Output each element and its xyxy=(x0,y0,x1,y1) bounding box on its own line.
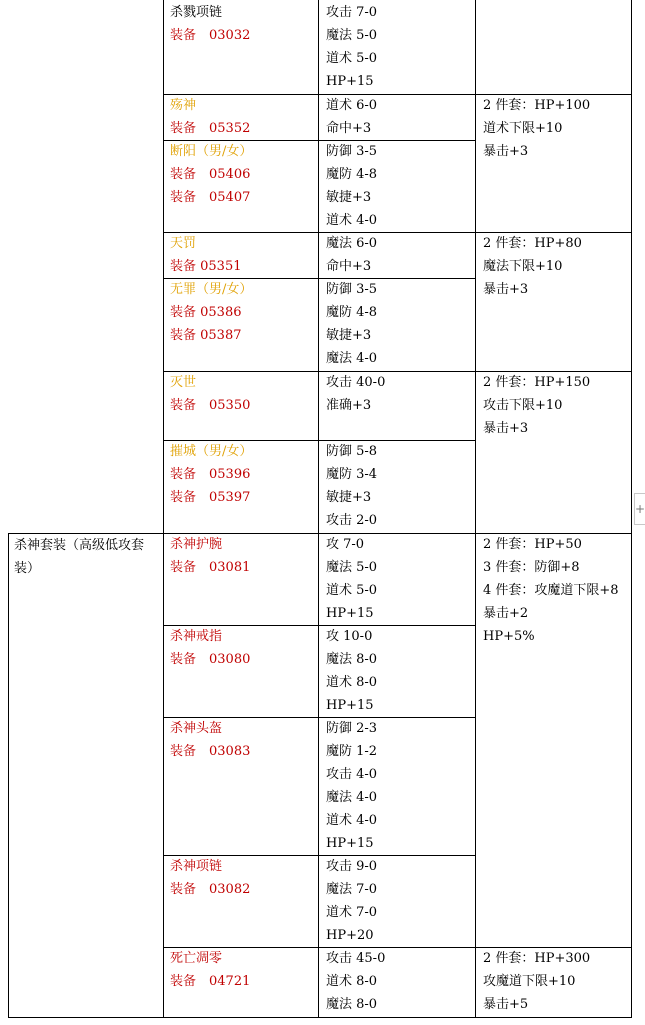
item-stat: 防御 5-8 xyxy=(326,444,378,459)
item-stat: 道术 6-0 xyxy=(326,98,378,113)
item-stat: 攻 10-0 xyxy=(326,629,373,644)
item-stat: HP+15 xyxy=(326,606,374,621)
item-stat: 攻击 4-0 xyxy=(326,767,378,782)
set-bonus: 道术下限+10 xyxy=(483,121,563,136)
item-name: 灭世 xyxy=(170,375,197,390)
set-bonus: 暴击+3 xyxy=(483,144,529,159)
item-code: 装备 05386 xyxy=(170,305,242,320)
set-bonus: 攻魔道下限+10 xyxy=(483,974,576,989)
item-stat: 道术 4-0 xyxy=(326,213,378,228)
item-stat: 敏捷+3 xyxy=(326,328,372,343)
item-stat: 防御 3-5 xyxy=(326,144,378,159)
item-stat: HP+15 xyxy=(326,698,374,713)
set-bonus: 攻击下限+10 xyxy=(483,398,563,413)
set-bonus: HP+5% xyxy=(483,629,535,644)
item-code: 装备 04721 xyxy=(170,974,251,989)
item-name: 断阳（男/女） xyxy=(170,144,253,159)
item-stat: 道术 5-0 xyxy=(326,51,378,66)
item-stat: 魔法 4-0 xyxy=(326,790,378,805)
v-line xyxy=(318,0,319,1018)
item-stat: 攻击 9-0 xyxy=(326,859,378,874)
item-code: 装备 03032 xyxy=(170,28,251,43)
item-name: 无罪（男/女） xyxy=(170,282,253,297)
set-bonus: 2 件套：HP+80 xyxy=(483,236,582,251)
item-stat: 魔防 4-8 xyxy=(326,305,378,320)
item-code: 装备 03080 xyxy=(170,652,251,667)
item-stat: 敏捷+3 xyxy=(326,190,372,205)
set-bonus: 4 件套：攻魔道下限+8 xyxy=(483,583,619,598)
item-stat: 魔防 1-2 xyxy=(326,744,378,759)
set-bonus: 2 件套：HP+50 xyxy=(483,537,582,552)
set-bonus: 暴击+3 xyxy=(483,421,529,436)
item-stat: 道术 8-0 xyxy=(326,675,378,690)
item-stat: 魔防 4-8 xyxy=(326,167,378,182)
item-name: 摧城（男/女） xyxy=(170,444,253,459)
item-stat: 攻击 2-0 xyxy=(326,513,378,528)
set-bonus: 暴击+2 xyxy=(483,606,529,621)
item-stat: 魔防 3-4 xyxy=(326,467,378,482)
v-line xyxy=(475,0,476,1018)
set-bonus: 魔法下限+10 xyxy=(483,259,563,274)
item-stat: HP+15 xyxy=(326,836,374,851)
item-stat: 命中+3 xyxy=(326,259,372,274)
item-stat: HP+20 xyxy=(326,928,374,943)
v-line xyxy=(631,0,632,1018)
item-stat: 道术 7-0 xyxy=(326,905,378,920)
group-name: 杀神套装（高级低攻套 xyxy=(14,538,145,553)
item-code: 装备 05396 xyxy=(170,467,251,482)
item-stat: 防御 3-5 xyxy=(326,282,378,297)
item-stat: 命中+3 xyxy=(326,121,372,136)
set-bonus: 2 件套：HP+150 xyxy=(483,375,591,390)
item-name: 天罚 xyxy=(170,236,197,251)
add-icon[interactable]: + xyxy=(634,493,645,525)
set-bonus: 暴击+3 xyxy=(483,282,529,297)
set-bonus: 3 件套：防御+8 xyxy=(483,560,580,575)
item-name: 杀戮项链 xyxy=(170,5,223,20)
group-name: 装） xyxy=(14,561,41,576)
item-stat: 准确+3 xyxy=(326,398,372,413)
item-stat: HP+15 xyxy=(326,74,374,89)
item-code: 装备 05387 xyxy=(170,328,242,343)
item-stat: 魔法 5-0 xyxy=(326,560,378,575)
item-name: 杀神护腕 xyxy=(170,537,223,552)
item-stat: 魔法 6-0 xyxy=(326,236,378,251)
item-name: 杀神项链 xyxy=(170,859,223,874)
item-stat: 攻 7-0 xyxy=(326,537,365,552)
v-line xyxy=(8,533,9,1018)
item-name: 死亡凋零 xyxy=(170,951,223,966)
set-bonus: 2 件套：HP+300 xyxy=(483,951,591,966)
v-line xyxy=(163,0,164,1018)
item-name: 殇神 xyxy=(170,98,197,113)
item-code: 装备 03081 xyxy=(170,560,251,575)
item-stat: 魔法 8-0 xyxy=(326,652,378,667)
item-code: 装备 05350 xyxy=(170,398,251,413)
item-stat: 魔法 5-0 xyxy=(326,28,378,43)
item-stat: 敏捷+3 xyxy=(326,490,372,505)
item-code: 装备 03082 xyxy=(170,882,251,897)
item-code: 装备 05351 xyxy=(170,259,242,274)
item-stat: 道术 4-0 xyxy=(326,813,378,828)
set-bonus: 2 件套：HP+100 xyxy=(483,98,591,113)
h-line xyxy=(8,1017,632,1018)
set-bonus: 暴击+5 xyxy=(483,997,529,1012)
item-stat: 魔法 4-0 xyxy=(326,351,378,366)
item-name: 杀神头盔 xyxy=(170,721,223,736)
item-code: 装备 05352 xyxy=(170,121,251,136)
item-stat: 道术 8-0 xyxy=(326,974,378,989)
item-stat: 防御 2-3 xyxy=(326,721,378,736)
item-name: 杀神戒指 xyxy=(170,629,223,644)
item-code: 装备 03083 xyxy=(170,744,251,759)
item-stat: 道术 5-0 xyxy=(326,583,378,598)
item-stat: 魔法 7-0 xyxy=(326,882,378,897)
item-stat: 攻击 7-0 xyxy=(326,5,378,20)
item-code: 装备 05407 xyxy=(170,190,251,205)
item-code: 装备 05406 xyxy=(170,167,251,182)
item-stat: 攻击 45-0 xyxy=(326,951,386,966)
item-code: 装备 05397 xyxy=(170,490,251,505)
item-stat: 魔法 8-0 xyxy=(326,997,378,1012)
item-stat: 攻击 40-0 xyxy=(326,375,386,390)
